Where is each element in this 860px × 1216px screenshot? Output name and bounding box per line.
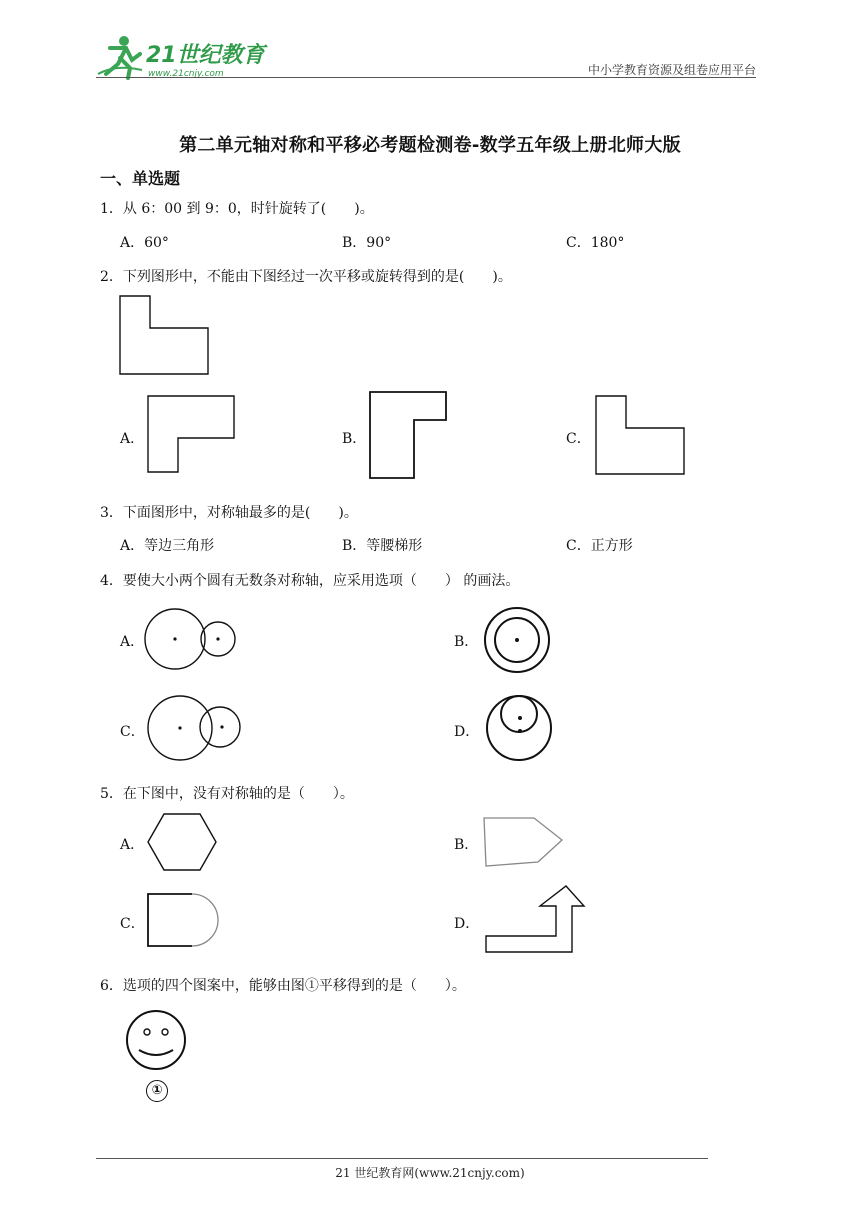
section-heading: 一、单选题 bbox=[100, 169, 181, 188]
q3-option-b[interactable]: B．等腰梯形 bbox=[342, 538, 423, 554]
q2-option-b[interactable]: B． bbox=[342, 431, 367, 447]
q2-option-c[interactable]: C． bbox=[566, 431, 591, 447]
q4-option-d[interactable]: D． bbox=[454, 724, 480, 740]
page-title: 第二单元轴对称和平移必考题检测卷-数学五年级上册北师大版 bbox=[179, 135, 681, 156]
q1-option-a[interactable]: A．60° bbox=[120, 235, 169, 251]
q5-option-a[interactable]: A． bbox=[120, 837, 145, 853]
question-6: 6．选项的四个图案中，能够由图①平移得到的是（ ）。 bbox=[100, 978, 466, 994]
q2-option-a[interactable]: A． bbox=[120, 431, 145, 447]
question-2: 2．下列图形中，不能由下图经过一次平移或旋转得到的是( )。 bbox=[100, 269, 512, 285]
q4-option-b[interactable]: B． bbox=[454, 634, 479, 650]
platform-name: 中小学教育资源及组卷应用平台 bbox=[587, 63, 756, 77]
q5-option-a-hexagon bbox=[146, 812, 218, 872]
q5-option-d-arrow bbox=[484, 884, 588, 956]
q1-option-b[interactable]: B．90° bbox=[342, 235, 392, 251]
q4-option-a-circles bbox=[144, 608, 236, 672]
q4-option-c[interactable]: C． bbox=[120, 724, 145, 740]
q6-figure-label: ① bbox=[146, 1080, 168, 1102]
q4-option-d-circles bbox=[486, 694, 554, 762]
q3-option-c[interactable]: C．正方形 bbox=[566, 538, 633, 554]
q4-option-b-circles bbox=[482, 606, 552, 674]
q5-option-c[interactable]: C． bbox=[120, 916, 145, 932]
q2-option-c-shape bbox=[594, 394, 686, 476]
q4-option-c-circles bbox=[146, 694, 244, 762]
question-3: 3．下面图形中，对称轴最多的是( )。 bbox=[100, 505, 358, 521]
question-4: 4．要使大小两个圆有无数条对称轴，应采用选项（ ） 的画法。 bbox=[100, 573, 520, 589]
q3-option-a[interactable]: A．等边三角形 bbox=[120, 538, 215, 554]
header-divider bbox=[96, 77, 756, 78]
footer-divider bbox=[96, 1158, 708, 1159]
q4-option-a[interactable]: A． bbox=[120, 634, 145, 650]
question-1: 1．从 6：00 到 9：0，时针旋转了( )。 bbox=[100, 201, 374, 217]
q5-option-b-pentagon bbox=[482, 814, 566, 870]
q2-option-a-shape bbox=[146, 394, 236, 474]
logo bbox=[96, 34, 266, 80]
q5-option-c-arch bbox=[146, 892, 222, 950]
logo-text: 21世纪教育 bbox=[146, 43, 265, 68]
q2-option-b-shape bbox=[368, 390, 450, 480]
q2-reference-shape bbox=[118, 294, 210, 376]
footer-text: 21 世纪教育网(www.21cnjy.com) bbox=[335, 1166, 525, 1180]
running-figure-icon bbox=[98, 36, 142, 78]
q1-option-c[interactable]: C．180° bbox=[566, 235, 625, 251]
q5-option-b[interactable]: B． bbox=[454, 837, 479, 853]
question-5: 5．在下图中，没有对称轴的是（ ）。 bbox=[100, 786, 354, 802]
logo-url: www.21cnjy.com bbox=[148, 69, 224, 79]
q5-option-d[interactable]: D． bbox=[454, 916, 480, 932]
q6-smiley-face bbox=[126, 1006, 190, 1076]
